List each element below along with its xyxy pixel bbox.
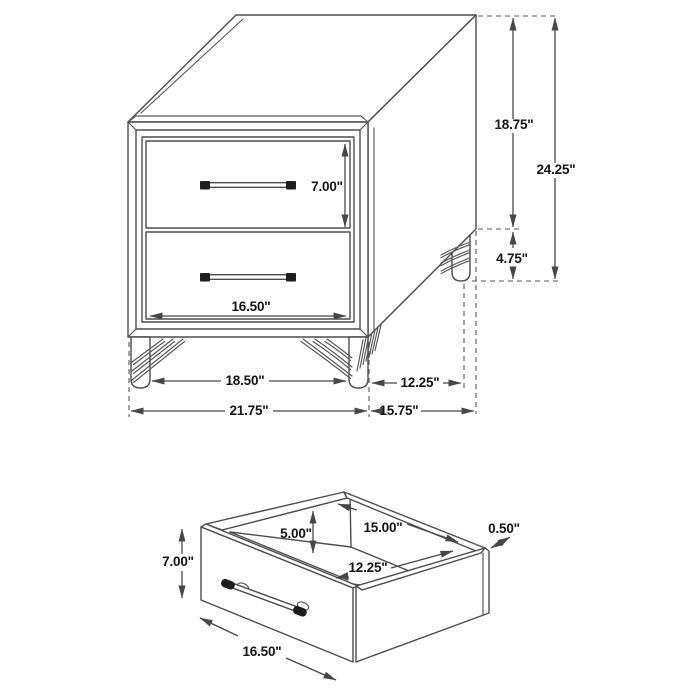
dim-label-drawer-front-width: 16.50" xyxy=(242,644,282,659)
dim-drawer-interior-width xyxy=(338,504,458,542)
dim-label-overall-height: 24.25" xyxy=(536,162,576,177)
dim-label-side-leg-spacing: 12.25" xyxy=(400,375,440,390)
nightstand-figure xyxy=(128,15,476,388)
dim-label-overall-depth: 15.75" xyxy=(379,403,419,418)
dim-side-leg-spacing xyxy=(372,375,461,390)
dim-drawer-side-thickness xyxy=(488,521,520,548)
dim-label-drawer-front-width: 16.50" xyxy=(231,299,271,314)
dim-label-leg-height: 4.75" xyxy=(496,251,528,266)
dim-label-drawer-interior-height: 5.00" xyxy=(280,526,312,541)
dim-overall-height xyxy=(537,18,576,279)
dim-overall-depth xyxy=(371,403,474,418)
drawer-figure xyxy=(201,492,489,662)
dim-label-body-height: 18.75" xyxy=(494,117,534,132)
dim-leg-height xyxy=(496,232,528,279)
front-right-leg-wires xyxy=(301,339,352,379)
dim-label-drawer-front-height: 7.00" xyxy=(311,179,343,194)
dim-front-leg-spacing xyxy=(152,373,346,388)
dim-label-drawer-front-height: 7.00" xyxy=(162,554,194,569)
dim-label-drawer-interior-depth: 12.25" xyxy=(348,560,388,575)
dim-label-overall-width: 21.75" xyxy=(229,403,269,418)
dim-label-front-leg-spacing: 18.50" xyxy=(225,373,265,388)
dim-body-height xyxy=(495,18,534,227)
dim-overall-width xyxy=(131,403,367,418)
dim-drawer-interior-height xyxy=(280,511,313,553)
dim-drawer-front-height xyxy=(162,529,194,598)
dim-label-drawer-interior-width: 15.00" xyxy=(363,520,403,535)
drawer-left-wall-top xyxy=(206,492,347,530)
dim-label-drawer-side-thickness: 0.50" xyxy=(488,521,520,536)
